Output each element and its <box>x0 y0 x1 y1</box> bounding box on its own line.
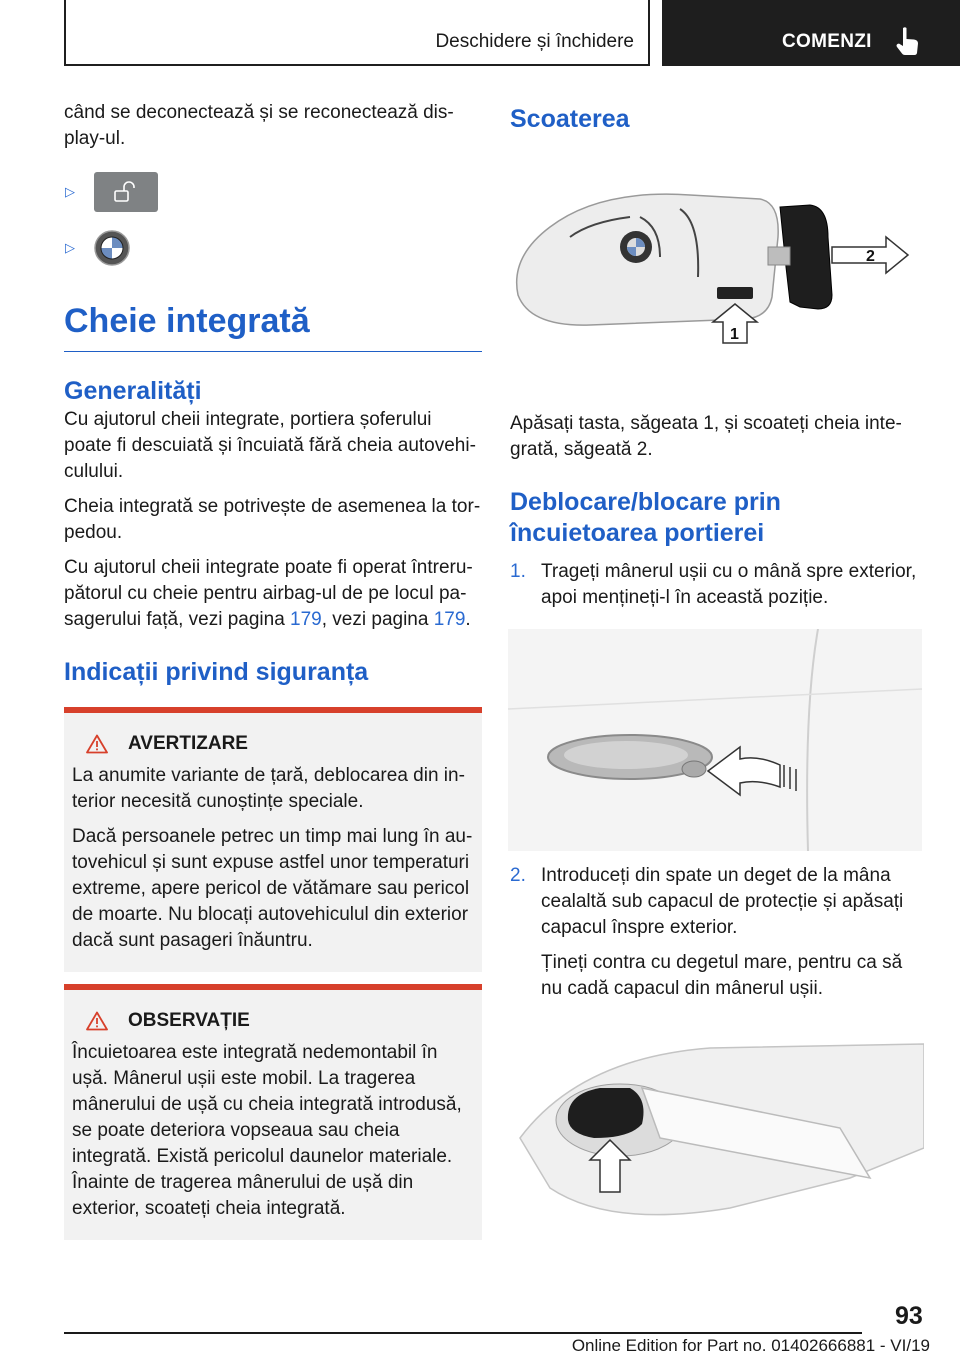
bmw-icon-row <box>64 228 482 268</box>
warning-triangle-icon <box>86 1011 108 1031</box>
arrow-label-1: 1 <box>730 326 739 343</box>
general-paragraph-3: Cu ajutorul cheii integrate poate fi operat întrerupătorul cu cheie pentru airbag-ul de pe locul pasagerului față, vezi pagina 179, vezi pagina 179. <box>64 557 473 630</box>
step-text: Trageți mânerul ușii cu o mână spre exterior, apoi mențineți-l în această poziție. <box>541 561 917 608</box>
warning-box <box>64 707 482 972</box>
notice-box <box>64 984 482 1240</box>
notice-title: OBSERVAȚIE <box>72 1010 474 1032</box>
header-section-title: Deschidere și închidere <box>435 31 634 52</box>
intro-text: când se deconectează și se reconectează display-ul. <box>64 102 454 149</box>
page-link[interactable]: 179 <box>290 609 322 630</box>
warning-paragraph-1: La anumite variante de țară, deblocarea din interior necesită cunoștințe speciale. <box>72 765 465 812</box>
arrow-label-2: 2 <box>866 248 875 265</box>
heading-general: Generalități <box>64 377 202 405</box>
header-section-box <box>64 0 650 66</box>
step-number: 2. <box>510 865 526 886</box>
step-2-extra-text: Țineți contra cu degetul mare, pentru ca să nu cadă capacul din mânerul ușii. <box>541 952 903 999</box>
page-link[interactable]: 179 <box>433 609 466 630</box>
notice-paragraph: Încuietoarea este integrată nedemontabil în ușă. Mânerul ușii este mobil. La tragerea mânerului de ușă cu cheia integrată introdusă, se poate deteriora vopseaua sau cheia integrată. Există pericolul daunelor materiale. Înainte de tragerea mânerului de ușă din exterior, scoateți cheia integrată. <box>72 1042 462 1219</box>
removal-text: Apăsați tasta, săgeata 1, și scoateți cheia integrată, săgeată 2. <box>510 413 902 460</box>
step-number: 1. <box>510 561 526 582</box>
unlock-icon-row <box>64 172 482 212</box>
section-title-integrated-key: Cheie integrată <box>64 302 482 352</box>
left-column <box>64 100 482 1240</box>
heading-safety: Indicații privind siguranța <box>64 658 369 686</box>
warning-paragraph-2: Dacă persoanele petrec un timp mai lung în autovehicul și sunt expuse astfel unor temperaturi extreme, apere pericol de vătămare sau pericol de moarte. Nu blocați autovehiculul din exterior dacă sunt pasageri înăuntru. <box>72 826 473 951</box>
right-column <box>510 100 924 1222</box>
general-paragraph-1: Cu ajutorul cheii integrate, portiera șoferului poate fi descuiată și încuiată fără cheia autovehiculului. <box>64 409 476 482</box>
door-handle-illustration <box>508 629 922 851</box>
list-arrow-icon: ▷ <box>65 240 75 255</box>
header-chapter-tab <box>662 0 960 66</box>
key-removal-illustration <box>510 147 924 347</box>
footer-edition: Online Edition for Part no. 01402666881 - VI/19 <box>571 1336 930 1355</box>
warning-title: AVERTIZARE <box>72 733 474 755</box>
list-arrow-icon: ▷ <box>65 184 75 199</box>
unlock-icon <box>94 172 158 212</box>
list-item <box>510 559 924 611</box>
list-item <box>510 863 924 941</box>
pointing-hand-icon <box>894 26 922 56</box>
general-paragraph-2: Cheia integrată se potrivește de asemenea la torpedou. <box>64 496 481 543</box>
heading-removal: Scoaterea <box>510 105 630 133</box>
step-text: Introduceți din spate un deget de la mâna cealaltă sub capacul de protecție și apăsați capacul înspre exterior. <box>541 865 904 938</box>
bmw-logo-icon <box>94 230 130 266</box>
heading-door-lock: Deblocare/blocare prin încuietoarea portierei <box>510 488 781 547</box>
footer-divider <box>64 1332 862 1334</box>
lock-cap-illustration <box>510 1028 924 1222</box>
page-number: 93 <box>895 1302 923 1330</box>
header-chapter-title: COMENZI <box>782 31 872 52</box>
warning-triangle-icon <box>86 734 108 754</box>
